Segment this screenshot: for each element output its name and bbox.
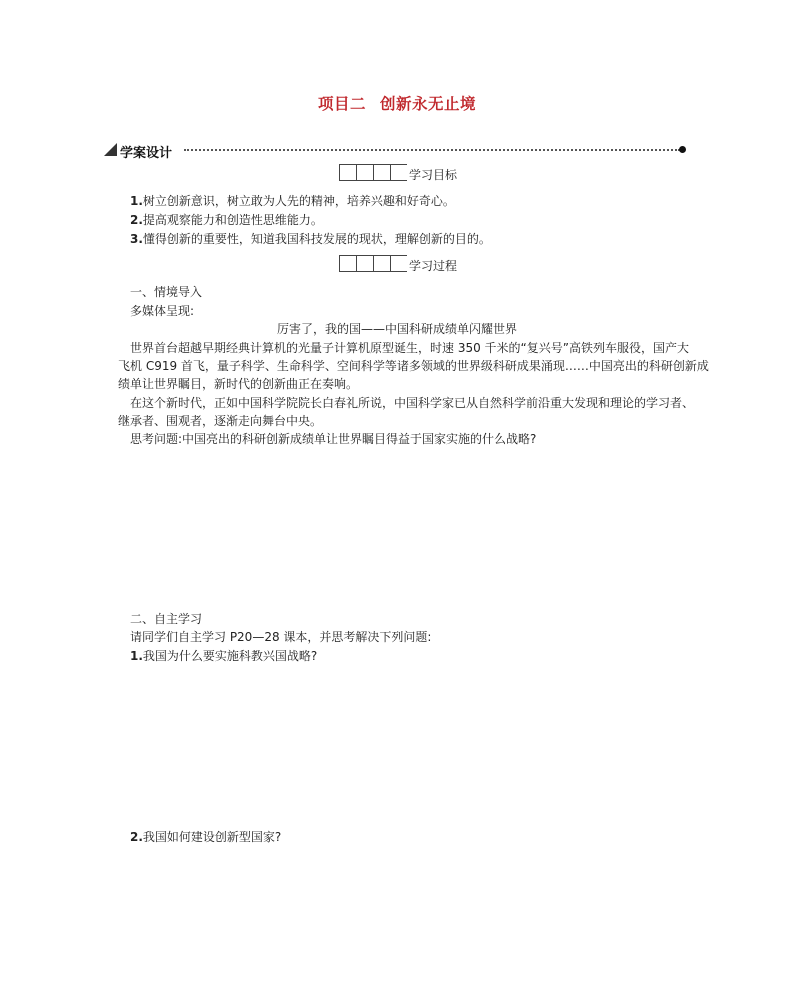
triangle-icon (104, 143, 117, 156)
dotted-divider (184, 149, 680, 151)
paragraph-line: 飞机 C919 首飞，量子科学、生命科学、空间科学等诸多领域的世界级科研成果涌现……中国亮出的科研创新成 (118, 359, 709, 373)
bullet-dot-icon (679, 146, 686, 153)
goal-item: 3.懂得创新的重要性，知道我国科技发展的现状，理解创新的目的。 (130, 232, 491, 246)
paragraph-line: 继承者、围观者，逐渐走向舞台中央。 (118, 414, 323, 428)
title-part1: 项目二 (317, 95, 366, 113)
paragraph-line: 世界首台超越早期经典计算机的光量子计算机原型诞生，时速 350 千米的“复兴号”高铁列车服役，国产大 (130, 341, 689, 355)
box-grid-icon (339, 164, 407, 181)
goals-heading-text: 学习目标 (409, 168, 458, 182)
box-grid-icon (339, 255, 407, 272)
paragraph-line: 绩单让世界瞩目，新时代的创新曲正在奏响。 (118, 377, 359, 391)
title-part2: 创新永无止境 (380, 95, 477, 113)
section-header-bar (104, 142, 686, 161)
question-2: 2.我国如何建设创新型国家? (130, 830, 282, 844)
media-label: 多媒体呈现: (130, 304, 195, 318)
section-label: 学案设计 (120, 146, 173, 161)
process-heading-text: 学习过程 (409, 259, 458, 273)
part2-heading: 二、自主学习 (130, 612, 203, 626)
think-question: 思考问题:中国亮出的科研创新成绩单让世界瞩目得益于国家实施的什么战略? (130, 432, 537, 446)
question-1: 1.我国为什么要实施科教兴国战略? (130, 649, 318, 663)
part2-intro: 请同学们自主学习 P20—28 课本，并思考解决下列问题: (130, 630, 432, 644)
goal-item: 1.树立创新意识，树立敢为人先的精神，培养兴趣和好奇心。 (130, 194, 455, 208)
part1-heading: 一、情境导入 (130, 285, 203, 299)
page-title (0, 92, 794, 114)
goal-item: 2.提高观察能力和创造性思维能力。 (130, 213, 323, 227)
paragraph-line: 在这个新时代，正如中国科学院院长白春礼所说，中国科学家已从自然科学前沿重大发现和理论的学习者、 (130, 396, 695, 410)
media-subtitle: 厉害了，我的国——中国科研成绩单闪耀世界 (276, 322, 517, 336)
